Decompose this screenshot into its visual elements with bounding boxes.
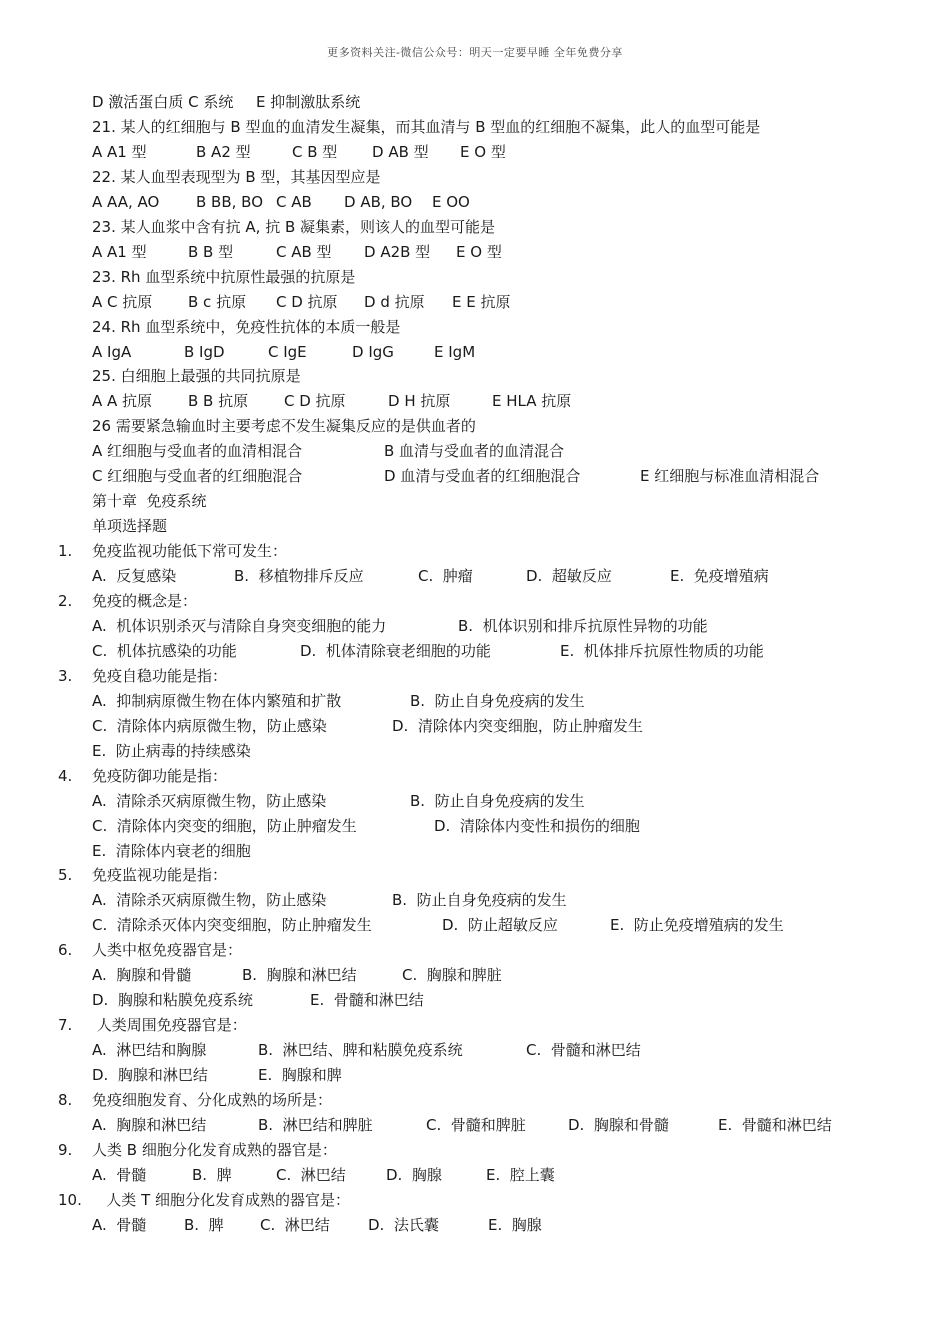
text-segment: 26 需要紧急输血时主要考虑不发生凝集反应的是供血者的 xyxy=(92,417,476,436)
text-segment: C. 清除体内突变的细胞，防止肿瘤发生 xyxy=(92,816,357,835)
text-segment: C IgE xyxy=(268,342,307,361)
text-segment: E. 免疫增殖病 xyxy=(670,567,769,586)
text-segment: A. 反复感染 xyxy=(92,567,177,586)
page-header: 更多资料关注-微信公众号：明天一定要早睡 全年免费分享 xyxy=(327,46,623,59)
question-number: 7. xyxy=(58,1016,73,1035)
text-segment: E. 清除体内衰老的细胞 xyxy=(92,841,251,860)
text-segment: B. 脾 xyxy=(192,1165,232,1184)
text-segment: E HLA 抗原 xyxy=(492,392,572,411)
text-segment: A. 胸腺和骨髓 xyxy=(92,966,192,985)
text-segment: E. 胸腺和脾 xyxy=(258,1066,342,1085)
text-segment: D. 防止超敏反应 xyxy=(442,916,558,935)
question-number: 9. xyxy=(58,1140,73,1159)
text-segment: E. 腔上囊 xyxy=(486,1165,555,1184)
text-segment: E. 骨髓和淋巴结 xyxy=(310,991,424,1010)
text-segment: C. 清除杀灭体内突变细胞，防止肿瘤发生 xyxy=(92,916,372,935)
text-segment: C. 肿瘤 xyxy=(418,567,473,586)
text-segment: D. 清除体内突变细胞，防止肿瘤发生 xyxy=(392,716,643,735)
text-segment: A A1 型 xyxy=(92,242,147,261)
text-segment: E 红细胞与标准血清相混合 xyxy=(640,467,820,486)
text-segment: D IgG xyxy=(352,342,394,361)
text-segment: B BB, BO xyxy=(196,192,264,211)
text-segment: C D 抗原 xyxy=(276,292,338,311)
text-segment: D. 法氏囊 xyxy=(368,1215,439,1234)
text-segment: E IgM xyxy=(434,342,476,361)
text-segment: C. 骨髓和淋巴结 xyxy=(526,1041,641,1060)
text-segment: 免疫监视功能低下常可发生： xyxy=(92,542,288,561)
text-segment: D 血清与受血者的红细胞混合 xyxy=(384,467,581,486)
text-segment: 24. Rh 血型系统中，免疫性抗体的本质一般是 xyxy=(92,317,401,336)
text-segment: C. 清除体内病原微生物，防止感染 xyxy=(92,716,327,735)
text-segment: C. 机体抗感染的功能 xyxy=(92,641,237,660)
text-segment: C. 骨髓和脾脏 xyxy=(426,1115,526,1134)
text-segment: B. 脾 xyxy=(184,1215,224,1234)
text-segment: C 红细胞与受血者的红细胞混合 xyxy=(92,467,303,486)
text-segment: D. 胸腺和粘膜免疫系统 xyxy=(92,991,253,1010)
text-segment: B B 抗原 xyxy=(188,392,249,411)
text-segment: E. 防止免疫增殖病的发生 xyxy=(610,916,784,935)
text-segment: 免疫防御功能是指： xyxy=(92,766,228,785)
text-segment: A. 骨髓 xyxy=(92,1165,147,1184)
text-segment: B. 胸腺和淋巴结 xyxy=(242,966,357,985)
question-number: 2. xyxy=(58,592,73,610)
text-segment: D d 抗原 xyxy=(364,292,425,311)
text-segment: C. 淋巴结 xyxy=(260,1215,330,1234)
text-segment: E 抑制激肽系统 xyxy=(256,93,361,111)
text-segment: 第十章 免疫系统 xyxy=(92,492,207,511)
text-segment: C B 型 xyxy=(292,142,338,161)
text-segment: A 红细胞与受血者的血清相混合 xyxy=(92,442,303,461)
text-segment: 21. 某人的红细胞与 B 型血的血清发生凝集，而其血清与 B 型血的红细胞不凝集，此人的血型可能是 xyxy=(92,117,761,136)
text-segment: E. 骨髓和淋巴结 xyxy=(718,1115,832,1134)
text-segment: B A2 型 xyxy=(196,142,251,161)
text-segment: B IgD xyxy=(184,342,225,361)
text-segment: A C 抗原 xyxy=(92,292,153,311)
text-segment: B. 机体识别和排斥抗原性异物的功能 xyxy=(458,616,708,635)
text-segment: B. 淋巴结、脾和粘膜免疫系统 xyxy=(258,1041,463,1060)
text-segment: C. 淋巴结 xyxy=(276,1165,346,1184)
text-segment: 人类 B 细胞分化发育成熟的器官是： xyxy=(92,1140,337,1159)
text-segment: 人类 T 细胞分化发育成熟的器官是： xyxy=(92,1190,351,1209)
text-segment: A. 清除杀灭病原微生物，防止感染 xyxy=(92,891,327,910)
text-segment: E O 型 xyxy=(460,142,506,161)
text-segment: A. 清除杀灭病原微生物，防止感染 xyxy=(92,791,327,810)
question-number: 6. xyxy=(58,941,73,960)
text-segment: E OO xyxy=(432,192,470,211)
text-segment: C AB 型 xyxy=(276,242,332,261)
text-segment: B c 抗原 xyxy=(188,292,247,311)
text-segment: E. 防止病毒的持续感染 xyxy=(92,741,251,760)
text-segment: E O 型 xyxy=(456,242,502,261)
text-segment: D 激活蛋白质 C 系统 xyxy=(92,93,234,111)
text-segment: E E 抗原 xyxy=(452,292,511,311)
text-segment: A. 机体识别杀灭与清除自身突变细胞的能力 xyxy=(92,616,387,635)
text-segment: B. 防止自身免疫病的发生 xyxy=(410,691,585,710)
text-segment: 免疫细胞发育、分化成熟的场所是： xyxy=(92,1091,333,1109)
text-segment: C AB xyxy=(276,192,312,211)
text-segment: D. 清除体内变性和损伤的细胞 xyxy=(434,816,640,835)
text-segment: B B 型 xyxy=(188,242,234,261)
text-segment: C. 胸腺和脾脏 xyxy=(402,966,502,985)
text-segment: B 血清与受血者的血清混合 xyxy=(384,442,565,461)
text-segment: A. 胸腺和淋巴结 xyxy=(92,1115,207,1134)
text-segment: A A 抗原 xyxy=(92,392,153,411)
text-segment: D. 超敏反应 xyxy=(526,567,612,586)
text-segment: D AB, BO xyxy=(344,192,413,211)
text-segment: B. 淋巴结和脾脏 xyxy=(258,1115,373,1134)
text-segment: 22. 某人血型表现型为 B 型，其基因型应是 xyxy=(92,167,381,186)
question-number: 1. xyxy=(58,542,73,561)
text-segment: E. 机体排斥抗原性物质的功能 xyxy=(560,641,764,660)
text-segment: 免疫自稳功能是指： xyxy=(92,666,228,685)
text-segment: A. 抑制病原微生物在体内繁殖和扩散 xyxy=(92,691,342,710)
text-segment: B. 移植物排斥反应 xyxy=(234,567,364,586)
text-segment: D A2B 型 xyxy=(364,242,431,261)
text-segment: C D 抗原 xyxy=(284,392,346,411)
text-segment: E. 胸腺 xyxy=(488,1215,542,1234)
text-segment: 人类中枢免疫器官是： xyxy=(92,941,243,960)
text-segment: A IgA xyxy=(92,342,132,361)
text-segment: D. 机体清除衰老细胞的功能 xyxy=(300,641,491,660)
text-segment: 23. 某人血浆中含有抗 A, 抗 B 凝集素，则该人的血型可能是 xyxy=(92,217,496,236)
question-number: 4. xyxy=(58,766,73,785)
question-number: 5. xyxy=(58,866,73,885)
text-segment: D. 胸腺 xyxy=(386,1165,442,1184)
text-segment: A. 淋巴结和胸腺 xyxy=(92,1041,207,1060)
question-number: 8. xyxy=(58,1091,73,1109)
text-segment: 免疫监视功能是指： xyxy=(92,866,228,885)
text-segment: 人类周围免疫器官是： xyxy=(92,1016,247,1035)
text-segment: A AA, AO xyxy=(92,192,160,211)
text-segment: D H 抗原 xyxy=(388,392,451,411)
text-segment: 单项选择题 xyxy=(92,517,168,536)
question-number: 3. xyxy=(58,666,73,685)
text-segment: 25. 白细胞上最强的共同抗原是 xyxy=(92,367,301,386)
text-segment: B. 防止自身免疫病的发生 xyxy=(392,891,567,910)
text-segment: A A1 型 xyxy=(92,142,147,161)
text-segment: 23. Rh 血型系统中抗原性最强的抗原是 xyxy=(92,267,356,286)
text-segment: D. 胸腺和骨髓 xyxy=(568,1115,669,1134)
text-segment: B. 防止自身免疫病的发生 xyxy=(410,791,585,810)
text-segment: D AB 型 xyxy=(372,142,429,161)
text-segment: D. 胸腺和淋巴结 xyxy=(92,1066,208,1085)
question-number: 10. xyxy=(58,1190,82,1209)
text-segment: 免疫的概念是： xyxy=(92,592,198,610)
text-segment: A. 骨髓 xyxy=(92,1215,147,1234)
